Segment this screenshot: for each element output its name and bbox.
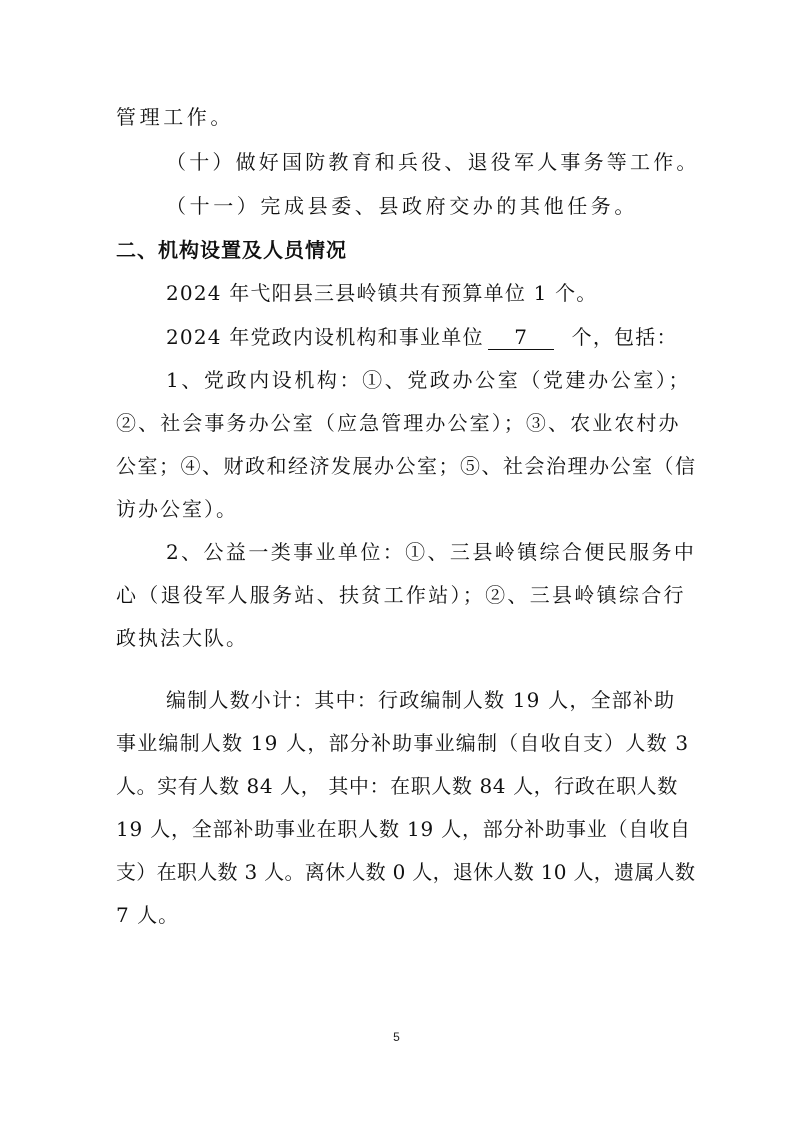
body-line: 公室；④、财政和经济发展办公室；⑤、社会治理办公室（信 bbox=[116, 454, 697, 478]
body-line: 编制人数小计：其中：行政编制人数 19 人，全部补助 bbox=[166, 688, 676, 712]
body-line: 心（退役军人服务站、扶贫工作站）；②、三县岭镇综合行 bbox=[116, 583, 686, 607]
body-line: 7 人。 bbox=[116, 903, 180, 927]
body-line: （十）做好国防教育和兵役、退役军人事务等工作。 bbox=[166, 150, 700, 174]
body-line: 19 人，全部补助事业在职人数 19 人，部分补助事业（自收自 bbox=[116, 817, 691, 841]
section-heading: 二、机构设置及人员情况 bbox=[116, 238, 347, 262]
body-line: 政执法大队。 bbox=[116, 626, 248, 650]
page-number: 5 bbox=[393, 1030, 400, 1044]
body-line: 2024 年弋阳县三县岭镇共有预算单位 1 个。 bbox=[166, 281, 598, 305]
body-line: （十一）完成县委、县政府交办的其他任务。 bbox=[166, 194, 638, 218]
body-line: 管理工作。 bbox=[116, 105, 234, 129]
unit-count-value: 7 bbox=[488, 325, 554, 350]
body-line: 事业编制人数 19 人，部分补助事业编制（自收自支）人数 3 bbox=[116, 731, 690, 755]
body-line: 支）在职人数 3 人。离休人数 0 人，退休人数 10 人，遗属人数 bbox=[116, 860, 696, 884]
body-line: 2、公益一类事业单位：①、三县岭镇综合便民服务中 bbox=[166, 540, 697, 564]
body-line: ②、社会事务办公室（应急管理办公室）；③、农业农村办 bbox=[116, 411, 681, 435]
body-line bbox=[166, 325, 678, 350]
body-text: 个，包括： bbox=[571, 325, 678, 349]
body-line: 人。实有人数 84 人， 其中：在职人数 84 人，行政在职人数 bbox=[116, 774, 678, 798]
body-line: 1、党政内设机构：①、党政办公室（党建办公室）； bbox=[166, 368, 692, 392]
body-text: 2024 年党政内设机构和事业单位 bbox=[166, 325, 484, 349]
body-line: 访办公室）。 bbox=[116, 497, 238, 521]
